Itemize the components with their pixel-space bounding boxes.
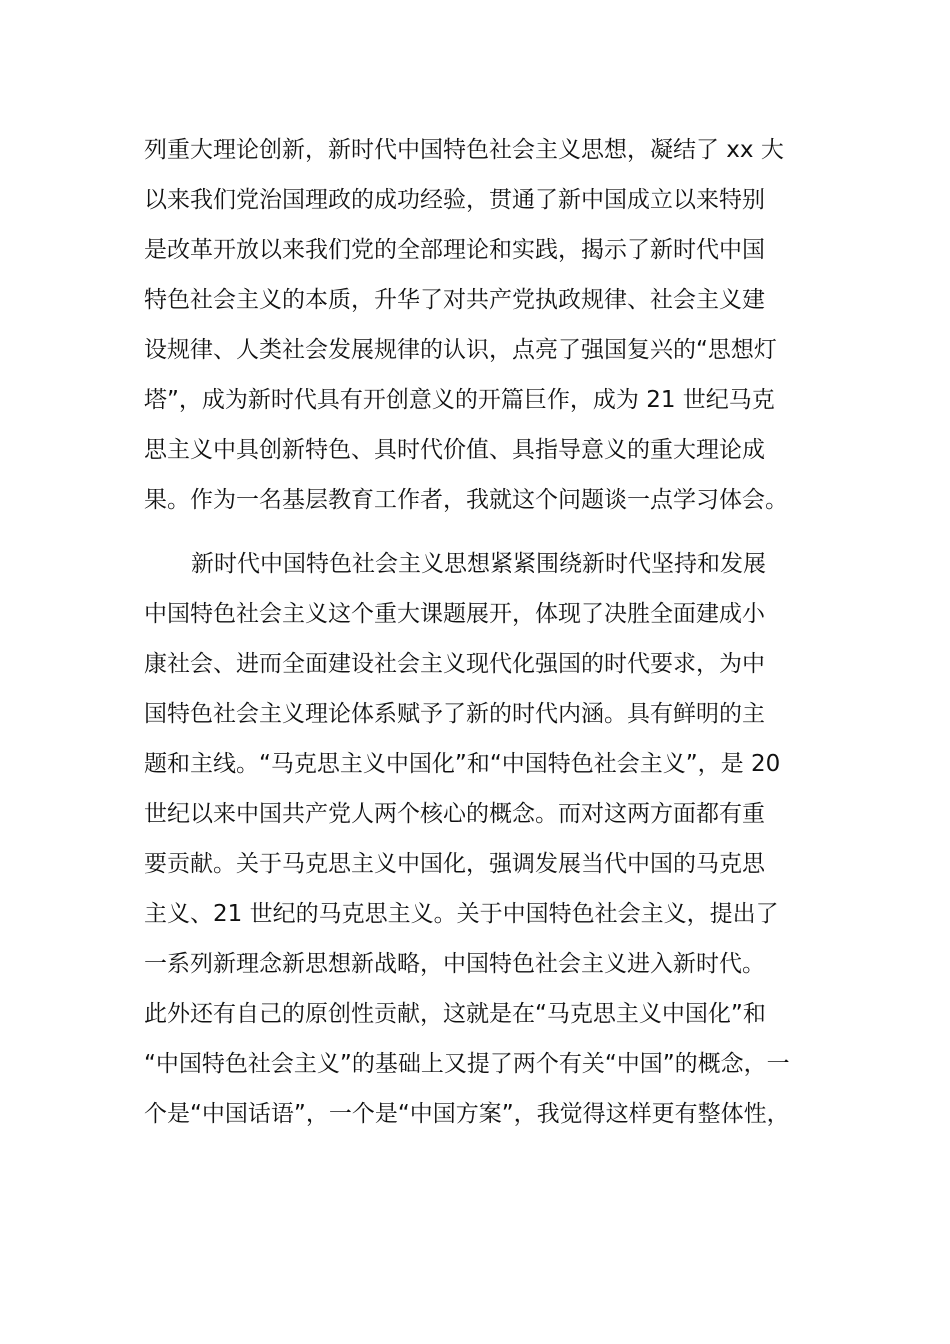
text-line: 特色社会主义的本质，升华了对共产党执政规律、社会主义建 (144, 287, 765, 313)
paragraph-2 (144, 539, 814, 1139)
text-line: 是改革开放以来我们党的全部理论和实践，揭示了新时代中国 (144, 237, 765, 263)
paragraph-1 (144, 125, 814, 525)
text-line: 要贡献。关于马克思主义中国化，强调发展当代中国的马克思 (144, 851, 765, 877)
text-line: 主义、21 世纪的马克思主义。关于中国特色社会主义，提出了 (144, 901, 779, 927)
text-line: “中国特色社会主义”的基础上又提了两个有关“中国”的概念，一 (144, 1051, 790, 1077)
text-line: 康社会、进而全面建设社会主义现代化强国的时代要求，为中 (144, 651, 765, 677)
text-line: 设规律、人类社会发展规律的认识，点亮了强国复兴的“思想灯 (144, 337, 777, 363)
text-line: 此外还有自己的原创性贡献，这就是在“马克思主义中国化”和 (144, 1001, 766, 1027)
text-line: 中国特色社会主义这个重大课题展开，体现了决胜全面建成小 (144, 601, 765, 627)
text-line: 一系列新理念新思想新战略，中国特色社会主义进入新时代。 (144, 951, 765, 977)
text-line: 世纪以来中国共产党人两个核心的概念。而对这两方面都有重 (144, 801, 765, 827)
paragraph-spacer (144, 525, 814, 539)
text-line: 果。作为一名基层教育工作者，我就这个问题谈一点学习体会。 (144, 487, 788, 513)
text-line: 列重大理论创新，新时代中国特色社会主义思想，凝结了 xx 大 (144, 137, 784, 163)
text-line: 塔”，成为新时代具有开创意义的开篇巨作，成为 21 世纪马克 (144, 387, 775, 413)
text-line: 国特色社会主义理论体系赋予了新的时代内涵。具有鲜明的主 (144, 701, 765, 727)
document-body (144, 125, 814, 1139)
text-line: 新时代中国特色社会主义思想紧紧围绕新时代坚持和发展 (191, 551, 766, 577)
text-line: 个是“中国话语”，一个是“中国方案”，我觉得这样更有整体性， (144, 1101, 790, 1127)
text-line: 以来我们党治国理政的成功经验，贯通了新中国成立以来特别 (144, 187, 765, 213)
text-line: 题和主线。“马克思主义中国化”和“中国特色社会主义”，是 20 (144, 751, 781, 777)
text-line: 思主义中具创新特色、具时代价值、具指导意义的重大理论成 (144, 437, 765, 463)
